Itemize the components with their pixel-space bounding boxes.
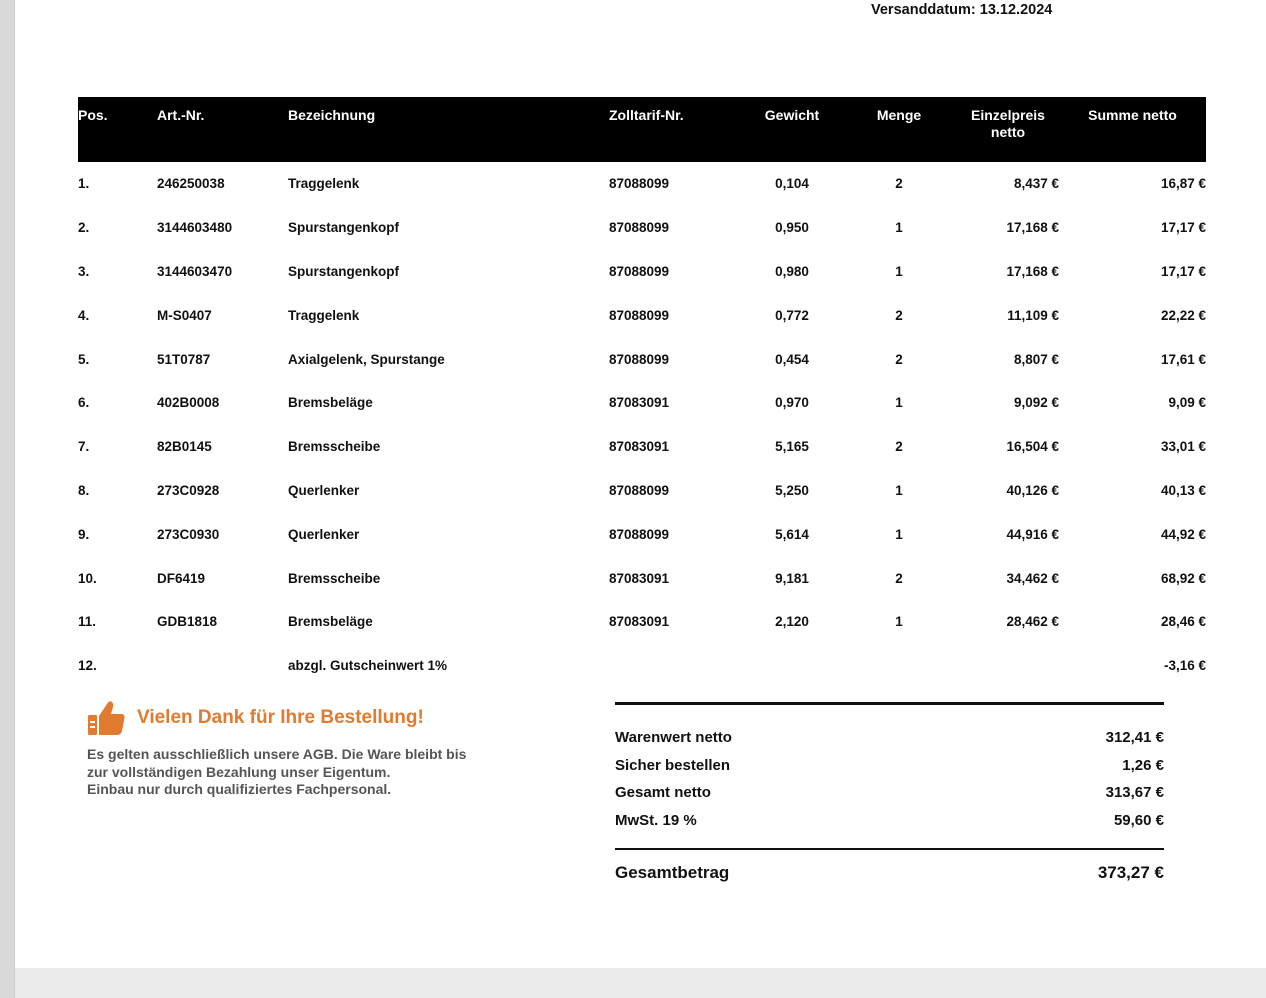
cell-bez: Bremsbeläge [288,614,373,630]
table-row [78,206,1206,250]
cell-gew: 0,772 [775,307,809,323]
cell-menge: 1 [895,614,903,630]
cell-bez: Querlenker [288,482,360,498]
cell-bez: Traggelenk [288,176,360,192]
cell-menge [841,644,957,688]
cell-gew: 0,970 [775,395,809,411]
cell-gew: 0,980 [775,263,809,279]
cell-summe: 44,92 € [1160,526,1206,542]
ship-date [871,2,1052,18]
header-bez: Bezeichnung [288,107,376,123]
total-row [615,752,1164,780]
cell-summe: 9,09 € [1168,395,1206,411]
header-summe: Summe netto [1088,107,1177,123]
cell-gew: 0,454 [775,351,809,367]
table-row [78,162,1206,206]
cell-summe: -3,16 € [1163,658,1206,674]
cell-menge: 1 [895,220,903,236]
table-row [78,556,1206,600]
cell-art: 402B0008 [157,395,220,411]
thanks-line: zur vollständigen Bezahlung unser Eigentum. [87,763,391,780]
ship-date-value: 13.12.2024 [979,2,1053,18]
total-value: 312,41 € [1105,729,1164,746]
cell-art: 273C0930 [157,526,220,542]
cell-summe: 17,61 € [1160,351,1206,367]
cell-pos: 6. [78,395,90,411]
cell-pos: 5. [78,351,90,367]
header-menge: Menge [876,107,922,123]
header-art: Art.-Nr. [157,107,205,123]
header-einz [957,97,1059,162]
total-label: Sicher bestellen [615,756,731,774]
thanks-title: Vielen Dank für Ihre Bestellung! [137,707,424,728]
table-row [78,293,1206,337]
cell-einz [957,644,1059,688]
cell-bez: Querlenker [288,526,360,542]
cell-gew: 0,104 [775,176,809,192]
grand-total-row [615,863,1164,883]
cell-einz: 9,092 € [1013,395,1059,411]
total-value: 1,26 € [1122,756,1164,774]
items-table [78,97,1206,688]
thanks-header [87,698,557,738]
cell-menge: 2 [895,351,903,367]
cell-menge: 1 [895,526,903,542]
thanks-line: Es gelten ausschließlich unsere AGB. Die Ware bleibt bis [87,746,467,762]
table-row [78,469,1206,513]
table-row [78,381,1206,425]
cell-summe: 33,01 € [1160,439,1206,455]
cell-gew: 5,614 [775,526,809,542]
total-value: 59,60 € [1113,811,1164,829]
cell-gew: 5,250 [775,482,809,498]
cell-bez: Axialgelenk, Spurstange [288,351,445,367]
total-label: Gesamt netto [615,784,711,801]
table-row [78,337,1206,381]
cell-pos: 1. [78,176,90,192]
cell-gew [743,644,841,688]
total-row [615,779,1164,807]
cell-pos: 4. [78,307,90,323]
cell-menge: 1 [895,482,903,498]
cell-einz: 8,437 € [1013,176,1059,192]
cell-summe: 17,17 € [1160,220,1206,236]
total-value: 313,67 € [1105,784,1164,801]
cell-art: 51T0787 [157,351,211,367]
cell-art: DF6419 [157,570,206,586]
cell-einz: 17,168 € [1006,263,1059,279]
cell-zoll: 87088099 [609,263,670,279]
cell-summe: 16,87 € [1160,176,1206,192]
cell-zoll: 87088099 [609,482,670,498]
cell-bez: Bremsscheibe [288,439,381,455]
cell-art: 273C0928 [157,482,220,498]
total-label: MwSt. 19 % [615,811,697,829]
cell-pos: 10. [78,570,97,586]
cell-menge: 2 [895,176,903,192]
cell-einz: 28,462 € [1006,614,1059,630]
cell-einz: 34,462 € [1006,570,1059,586]
cell-zoll: 87083091 [609,614,670,630]
cell-zoll: 87088099 [609,351,670,367]
header-zoll: Zolltarif-Nr. [609,107,684,123]
cell-zoll: 87088099 [609,526,670,542]
cell-pos: 11. [78,614,97,630]
cell-art: M-S0407 [157,307,212,323]
table-row [78,250,1206,294]
cell-zoll: 87088099 [609,307,670,323]
cell-menge: 2 [895,570,903,586]
cell-gew: 2,120 [775,614,809,630]
cell-einz: 16,504 € [1006,439,1059,455]
totals-rows [615,705,1164,848]
cell-einz: 40,126 € [1006,482,1059,498]
divider [615,848,1164,850]
cell-zoll: 87088099 [609,220,670,236]
total-row [615,724,1164,752]
cell-bez: Traggelenk [288,307,360,323]
cell-zoll: 87088099 [609,176,670,192]
table-header-row [78,97,1206,162]
cell-zoll: 87083091 [609,395,670,411]
cell-zoll [609,644,743,688]
totals-section [615,702,1164,883]
cell-menge: 1 [895,263,903,279]
thumbs-up-icon [87,698,127,738]
cell-einz: 11,109 € [1007,307,1059,323]
thanks-text [87,746,557,799]
cell-bez: Bremsscheibe [288,570,381,586]
cell-menge: 2 [895,307,903,323]
cell-art: 3144603480 [157,220,233,236]
table-row [78,644,1206,688]
cell-bez: Spurstangenkopf [288,263,400,279]
table-row [78,512,1206,556]
cell-einz: 8,807 € [1013,351,1059,367]
cell-zoll: 87083091 [609,570,670,586]
invoice-page [15,0,1266,968]
cell-gew: 0,950 [775,220,809,236]
cell-gew: 9,181 [775,570,809,586]
cell-art: 82B0145 [157,439,212,455]
cell-art: GDB1818 [157,614,218,630]
thanks-section [87,698,557,799]
cell-art: 3144603470 [157,263,233,279]
cell-summe: 68,92 € [1160,570,1206,586]
cell-einz: 44,916 € [1006,526,1059,542]
cell-art: 246250038 [157,176,225,192]
cell-pos: 9. [78,526,90,542]
total-row [615,807,1164,835]
header-pos: Pos. [78,107,108,123]
cell-summe: 40,13 € [1160,482,1206,498]
cell-pos: 3. [78,263,90,279]
cell-pos: 7. [78,439,90,455]
cell-pos: 8. [78,482,90,498]
cell-pos: 2. [78,220,90,236]
viewer-edge [0,0,15,998]
cell-summe: 22,22 € [1160,307,1206,323]
cell-bez: Bremsbeläge [288,395,373,411]
cell-pos: 12. [78,658,97,674]
grand-total-value: 373,27 € [1097,863,1164,882]
ship-date-label: Versanddatum: [871,2,976,18]
cell-zoll: 87083091 [609,439,670,455]
cell-summe: 17,17 € [1160,263,1206,279]
cell-art [157,644,288,688]
thanks-line: Einbau nur durch qualifiziertes Fachpersonal. [87,781,392,797]
cell-bez: Spurstangenkopf [288,220,400,236]
table-row [78,425,1206,469]
header-einz-line1: Einzelpreis [971,107,1045,123]
header-einz-line2: netto [990,124,1026,140]
total-label: Warenwert netto [615,729,732,746]
table-row [78,600,1206,644]
cell-summe: 28,46 € [1160,614,1206,630]
cell-gew: 5,165 [775,439,809,455]
grand-total-label: Gesamtbetrag [615,863,730,882]
cell-bez: abzgl. Gutscheinwert 1% [288,658,448,674]
cell-einz: 17,168 € [1006,220,1059,236]
header-gew: Gewicht [764,107,820,123]
cell-menge: 2 [895,439,903,455]
cell-menge: 1 [895,395,903,411]
